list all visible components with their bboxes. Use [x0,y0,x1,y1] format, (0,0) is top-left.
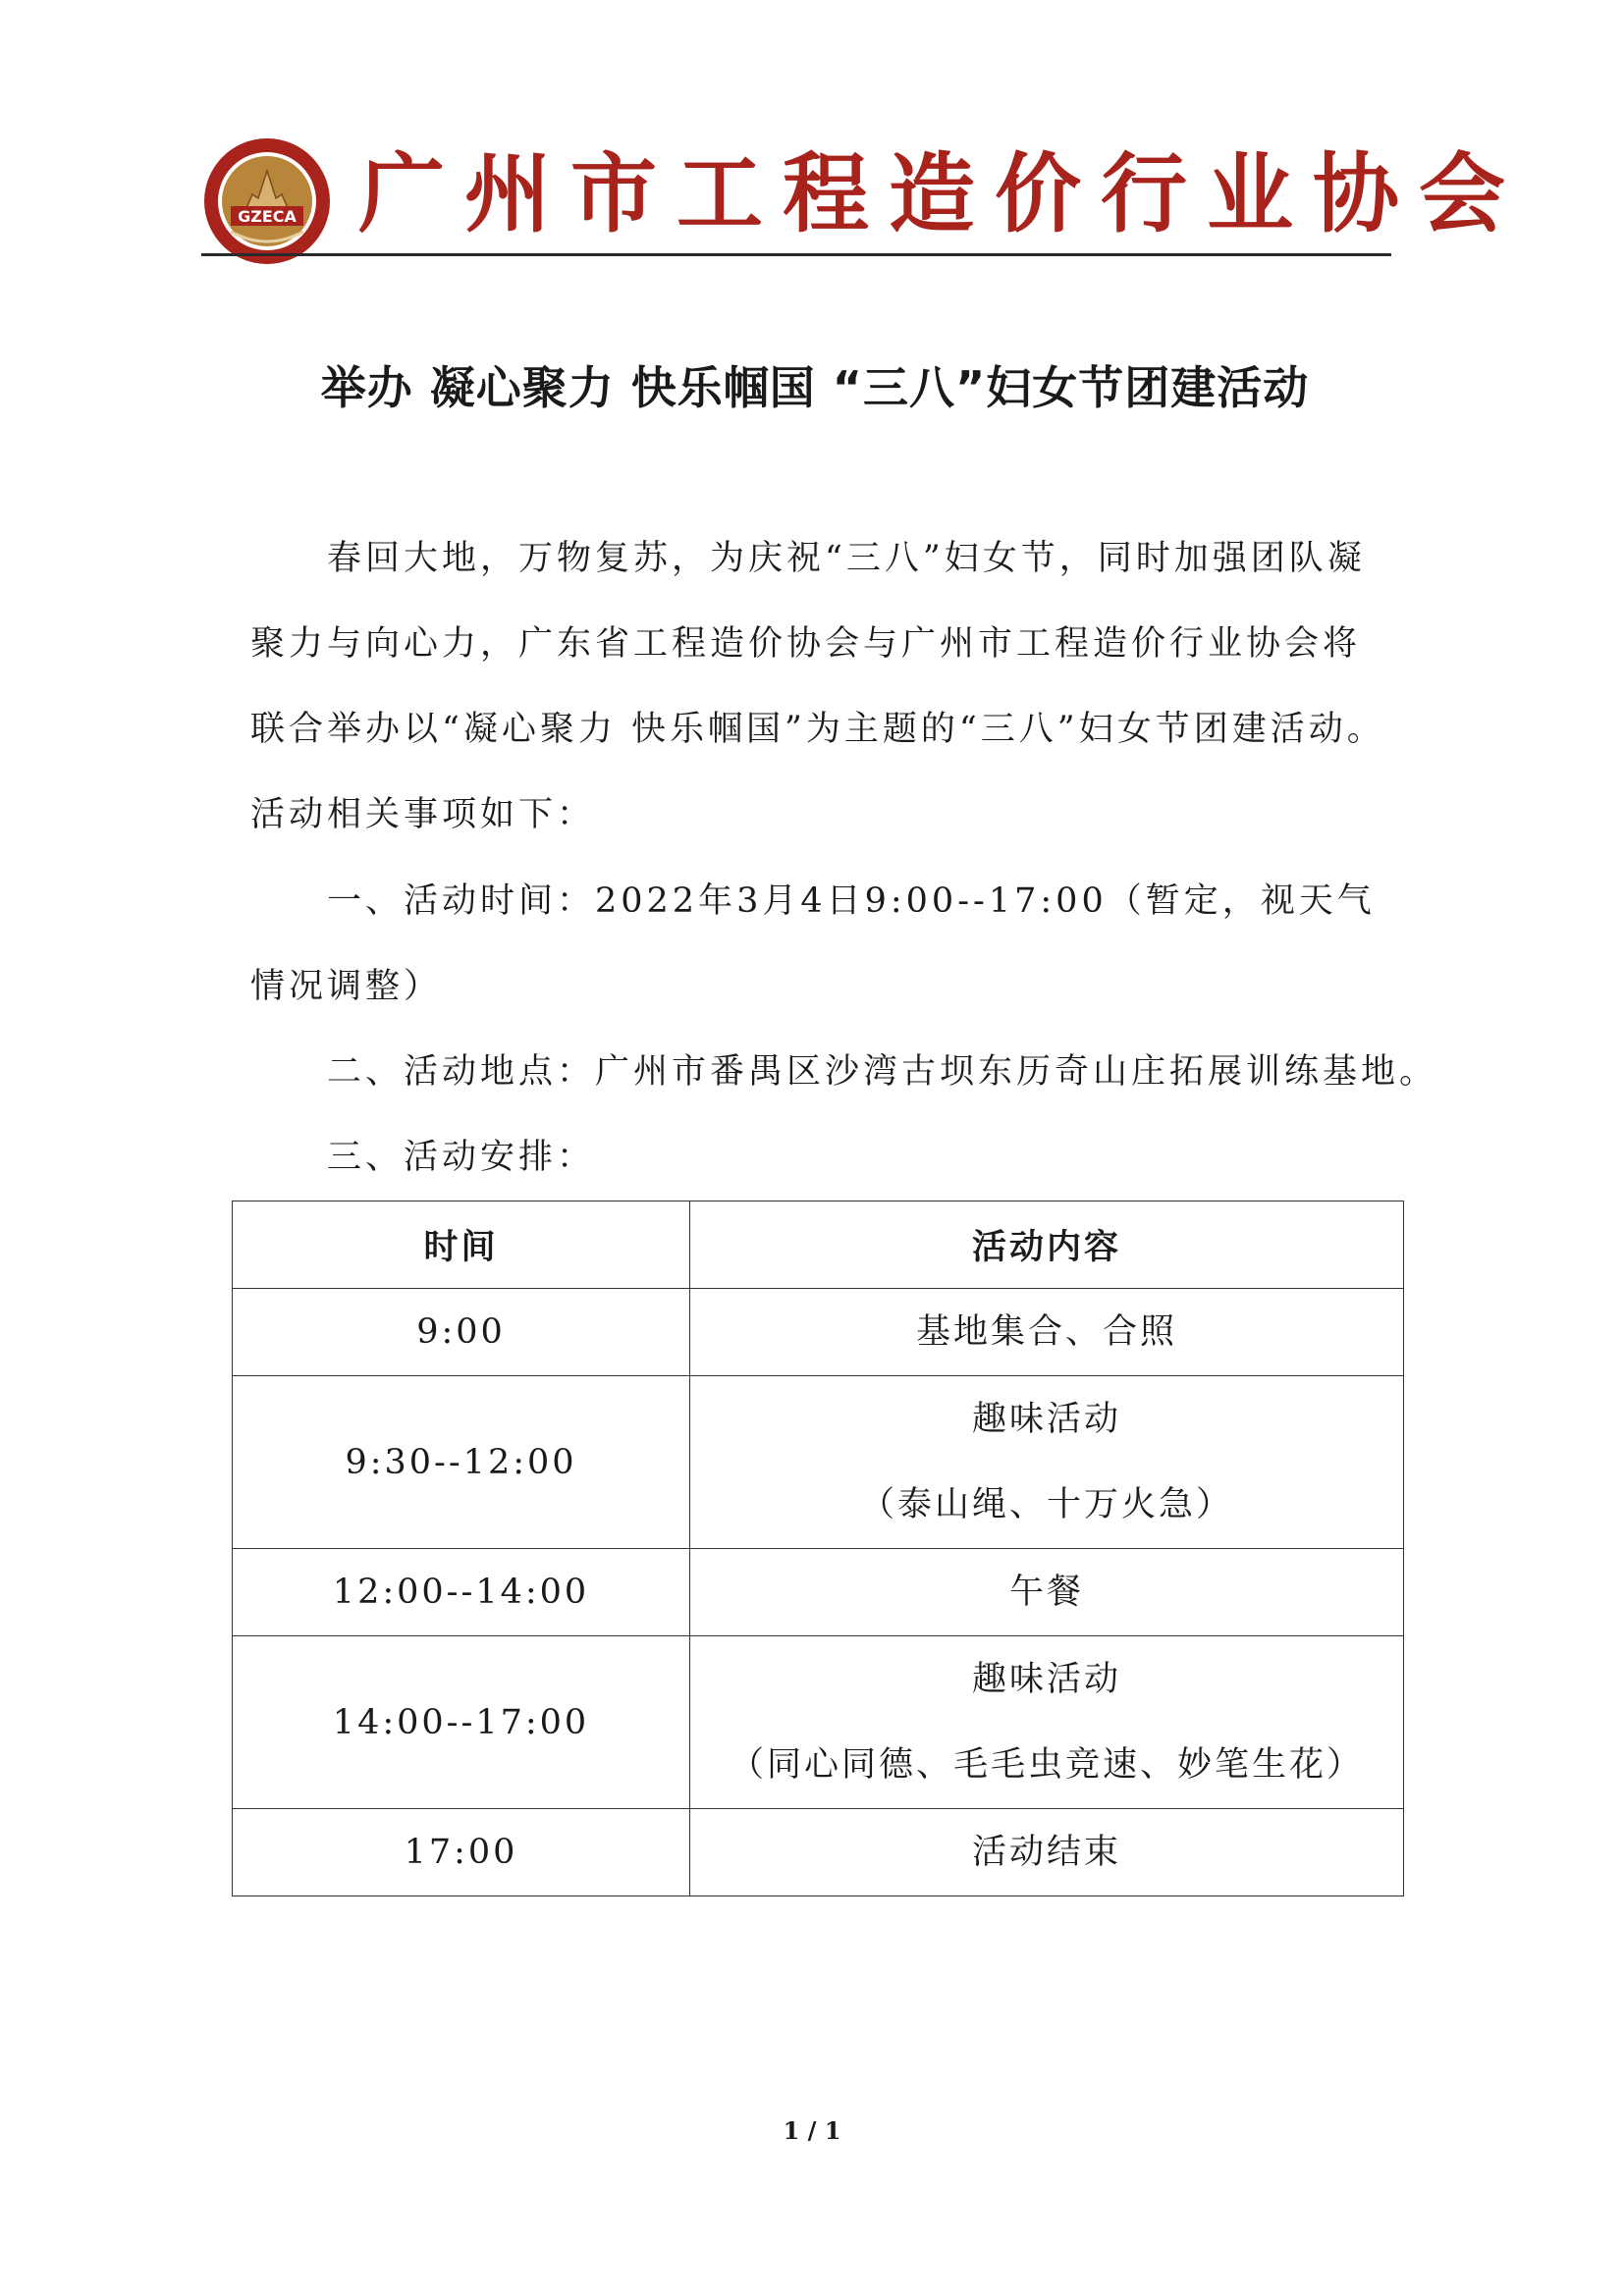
header-divider [201,253,1391,256]
schedule-table [232,1201,1404,1896]
association-name: 广州市工程造价行业协会 [358,142,1526,244]
content-column-header: 活动内容 [690,1201,1404,1289]
content-line: （泰山绳、十万火急） [859,1484,1233,1524]
table-header-row [233,1201,1404,1289]
table-row [233,1636,1404,1809]
time-cell: 9:30--12:00 [233,1376,690,1549]
logo-text: GZECA [238,207,297,226]
schedule-heading: 三、活动安排： [327,1138,596,1177]
content-cell [690,1636,1404,1809]
content-cell [690,1809,1404,1896]
content-line: 趣味活动 [971,1659,1121,1699]
table-row [233,1549,1404,1636]
content-line: 趣味活动 [971,1399,1121,1439]
content-cell [690,1376,1404,1549]
table-row [233,1289,1404,1376]
time-column-header: 时间 [233,1201,690,1289]
time-cell: 14:00--17:00 [233,1636,690,1809]
content-cell [690,1549,1404,1636]
content-line: （同心同德、毛毛虫竞速、妙笔生花） [729,1744,1364,1785]
page-number: 1 / 1 [783,2116,841,2145]
document-title: 举办 凝心聚力 快乐帼国 “三八”妇女节团建活动 [320,361,1310,414]
letterhead [201,126,1526,257]
table-row [233,1376,1404,1549]
table-row [233,1809,1404,1896]
time-cell: 12:00--14:00 [233,1549,690,1636]
content-line: 基地集合、合照 [915,1311,1177,1352]
event-place-paragraph: 二、活动地点：广州市番禺区沙湾古坝东历奇山庄拓展训练基地。 [327,1052,1438,1092]
intro-paragraph: 春回大地，万物复苏，为庆祝“三八”妇女节，同时加强团队凝聚力与向心力，广东省工程造价协会与广州市工程造价行业协会将联合举办以“凝心聚力 快乐帼国”为主题的“三八”妇女节团建活动。活动相关事项如下： [250,539,1385,834]
association-logo-icon [201,135,333,267]
content-cell [690,1289,1404,1376]
content-line: 活动结束 [971,1832,1121,1872]
event-time-paragraph: 一、活动时间：2022年3月4日9:00--17:00（暂定，视天气情况调整） [250,881,1376,1006]
time-cell: 17:00 [233,1809,690,1896]
content-line: 午餐 [1008,1572,1084,1612]
time-cell: 9:00 [233,1289,690,1376]
